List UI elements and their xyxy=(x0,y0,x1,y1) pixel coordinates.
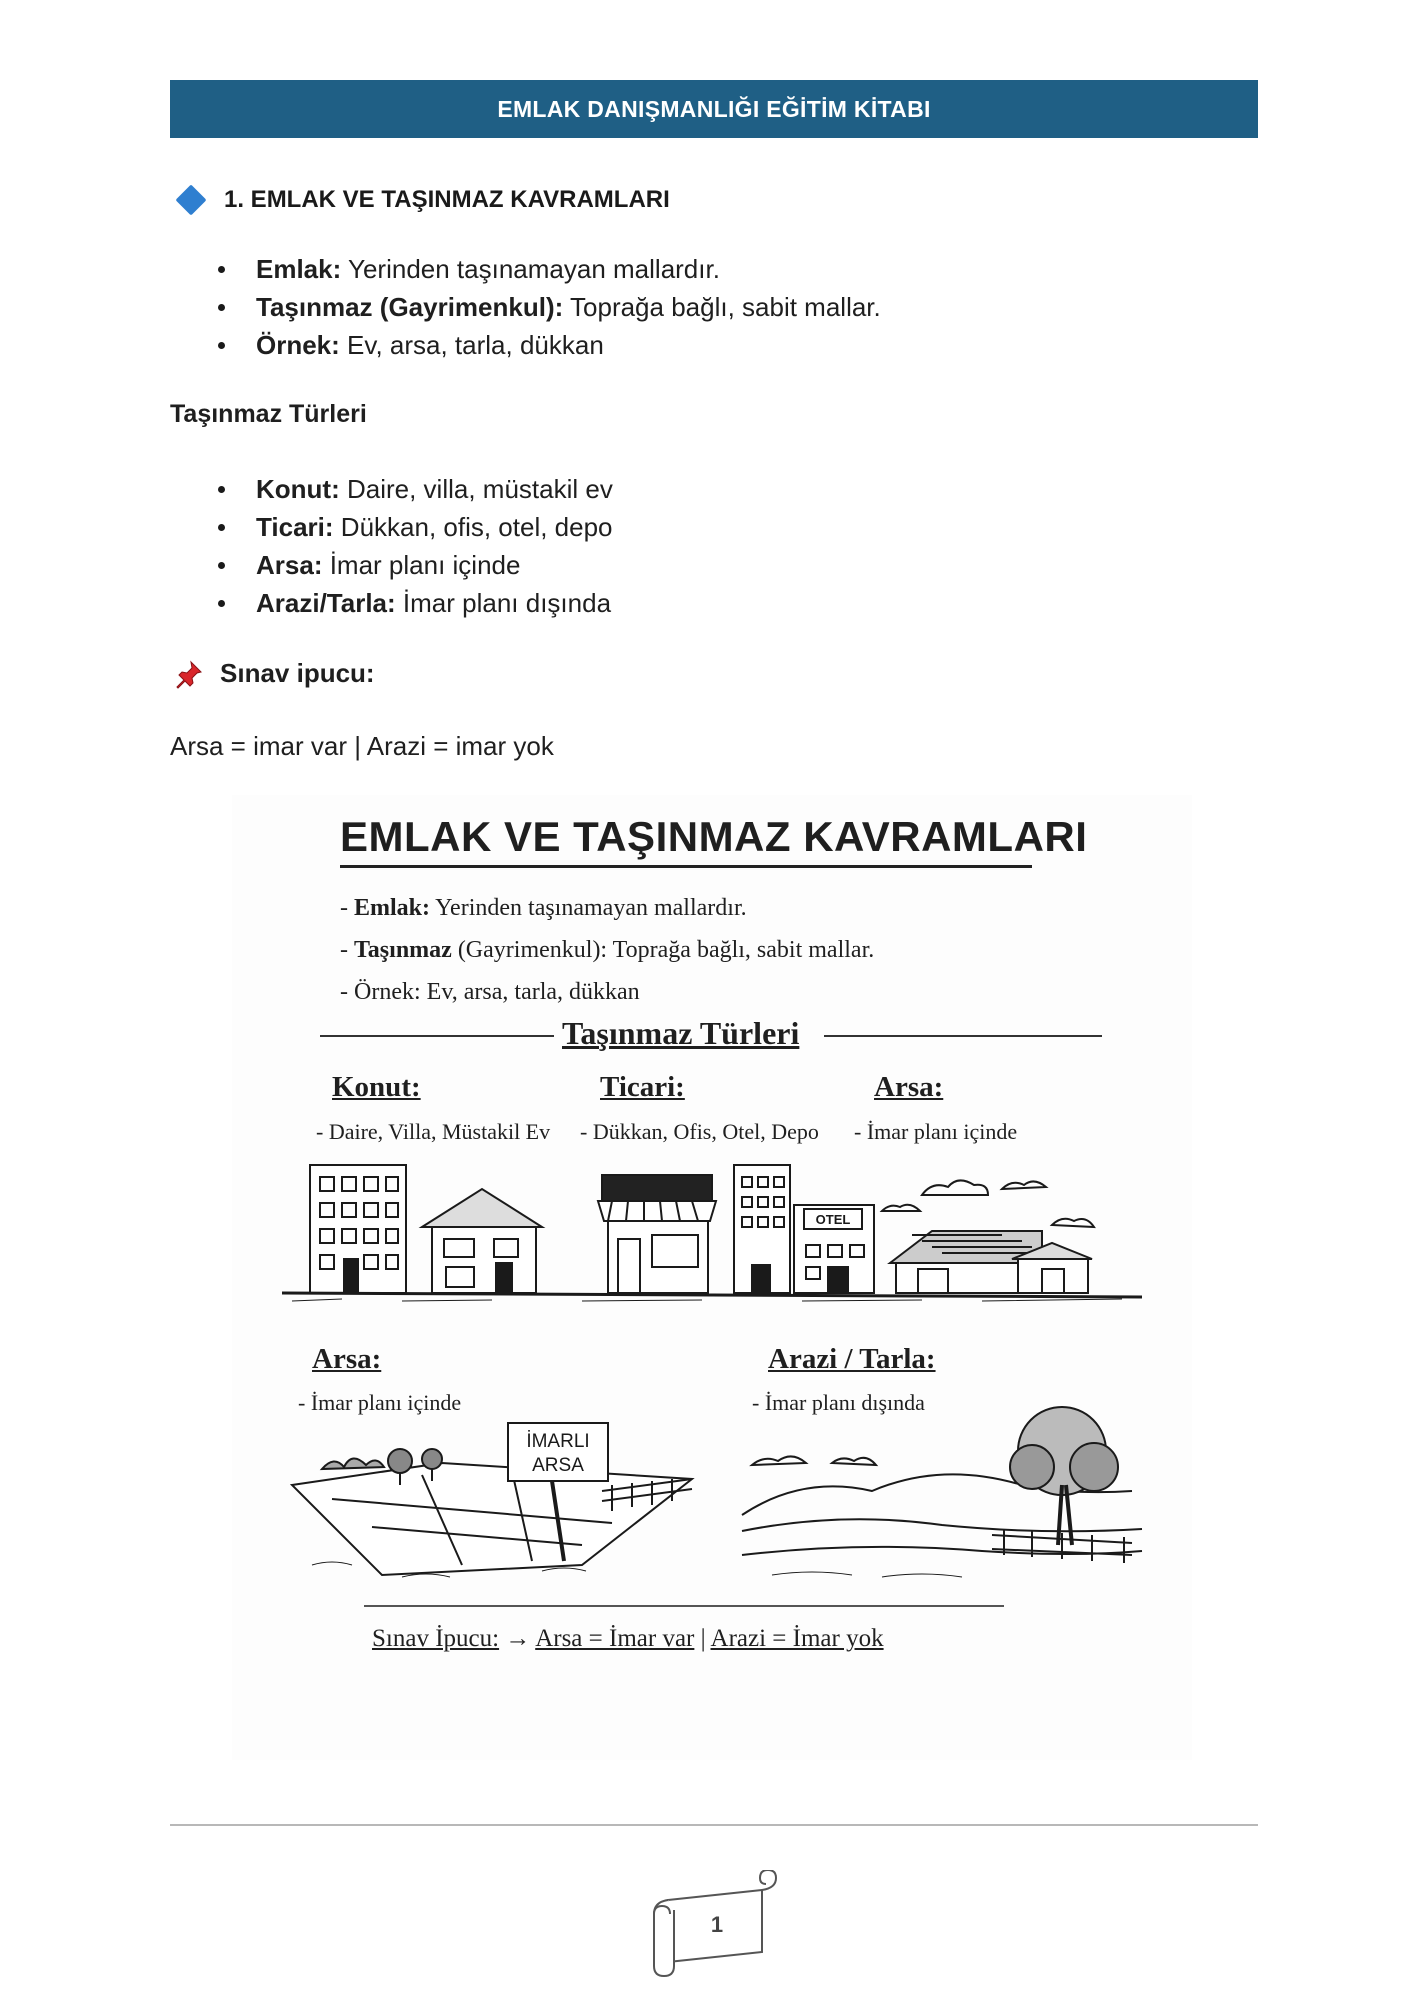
arazi-desc: - İmar planı dışında xyxy=(752,1390,925,1415)
divider-left xyxy=(320,1035,554,1037)
divider-right xyxy=(824,1035,1102,1037)
konut-desc: - Daire, Villa, Müstakil Ev xyxy=(316,1119,551,1144)
exam-tip-heading: Sınav ipucu: xyxy=(174,658,375,689)
arsa-lower-desc: - İmar planı içinde xyxy=(298,1390,462,1415)
title-underline xyxy=(340,865,1032,868)
page-number: 1 xyxy=(710,1912,724,1937)
tip-divider xyxy=(364,1605,1004,1607)
list-item: Emlak: Yerinden taşınamayan mallardır. xyxy=(218,250,881,288)
list-item: Konut: Daire, villa, müstakil ev xyxy=(218,470,613,508)
types-heading: Taşınmaz Türleri xyxy=(170,400,367,428)
list-item: Taşınmaz (Gayrimenkul): Toprağa bağlı, sabit mallar. xyxy=(218,288,881,326)
document-header: EMLAK DANIŞMANLIĞI EĞİTİM KİTABI xyxy=(170,80,1258,138)
section-title xyxy=(176,180,670,220)
imarli-sign-line1: İMARLI xyxy=(526,1431,590,1452)
illustration-exam-tip: Sınav İpucu: → Arsa = İmar var | Arazi = İmar yok xyxy=(372,1625,884,1652)
exam-tip-text: Arsa = imar var | Arazi = imar yok xyxy=(170,731,554,761)
types-list xyxy=(218,470,613,622)
illustration-line-ornek: - Örnek: Ev, arsa, tarla, dükkan xyxy=(340,979,640,1005)
blue-diamond-icon xyxy=(175,184,206,215)
konut-title: Konut: xyxy=(332,1071,421,1103)
buildings-sketch xyxy=(282,1155,1142,1305)
list-item: Arsa: İmar planı içinde xyxy=(218,546,613,584)
arsa-title: Arsa: xyxy=(874,1071,944,1103)
illustration-line-emlak: - Emlak: Yerinden taşınamayan mallardır. xyxy=(340,895,747,921)
arazi-title: Arazi / Tarla: xyxy=(768,1343,936,1375)
illustration-types-heading: Taşınmaz Türleri xyxy=(562,1015,800,1051)
ticari-desc: - Dükkan, Ofis, Otel, Depo xyxy=(580,1119,819,1144)
pushpin-icon xyxy=(174,659,204,689)
otel-sign: OTEL xyxy=(815,1212,851,1227)
section-title-text: 1. EMLAK VE TAŞINMAZ KAVRAMLARI xyxy=(224,186,670,213)
concept-illustration xyxy=(232,795,1192,1760)
list-item: Örnek: Ev, arsa, tarla, dükkan xyxy=(218,326,881,364)
arsa-desc: - İmar planı içinde xyxy=(854,1119,1018,1144)
arazi-landscape-sketch xyxy=(732,1405,1152,1585)
arsa-plot-sketch xyxy=(282,1415,702,1585)
illustration-line-tasinmaz: - Taşınmaz (Gayrimenkul): Toprağa bağlı, sabit mallar. xyxy=(340,937,875,963)
concepts-list xyxy=(218,250,881,364)
illustration-title: EMLAK VE TAŞINMAZ KAVRAMLARI xyxy=(340,813,1088,860)
imarli-sign-line2: ARSA xyxy=(532,1455,584,1476)
footer-divider xyxy=(170,1824,1258,1826)
list-item: Arazi/Tarla: İmar planı dışında xyxy=(218,584,613,622)
ticari-title: Ticari: xyxy=(600,1071,685,1103)
list-item: Ticari: Dükkan, ofis, otel, depo xyxy=(218,508,613,546)
arsa-lower-title: Arsa: xyxy=(312,1343,382,1375)
